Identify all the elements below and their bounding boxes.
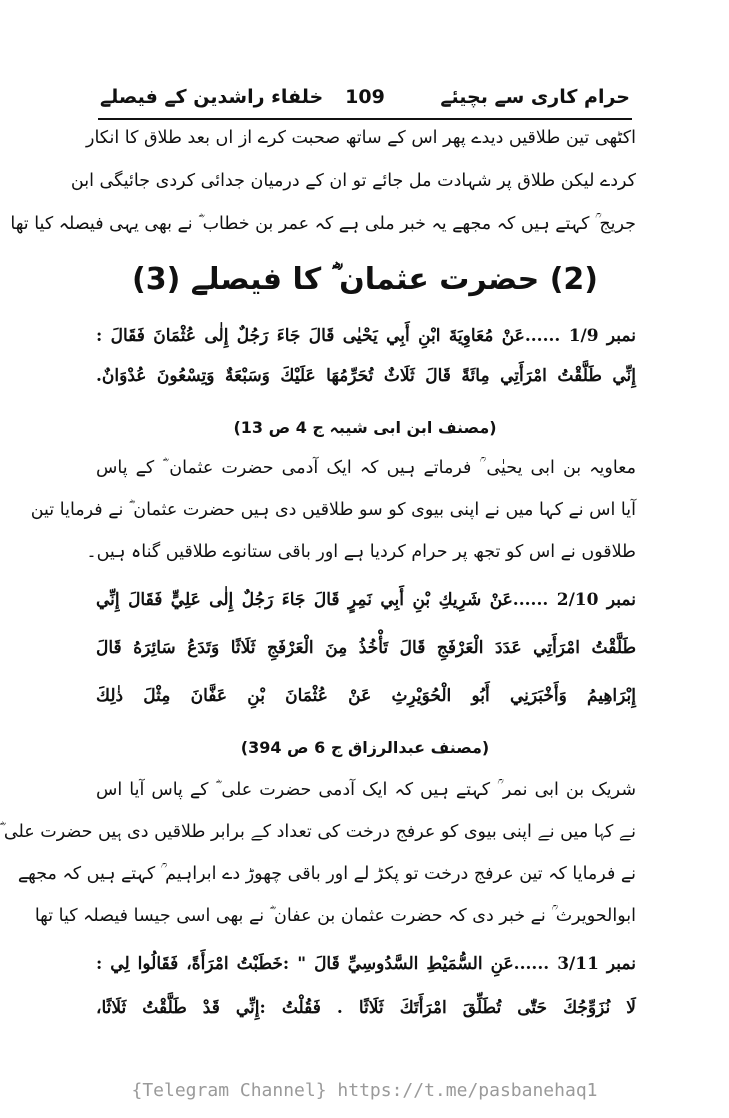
hadith3-arabic-line-2: لَا نُزَوِّجُكَ حَتّٰى تُطَلِّقَ امْرَأَتَكَ ثَلَاثًا . فَقُلْتُ :إِنِّي قَدْ طَلَّقْتُ ثَلَاثًا، xyxy=(96,998,636,1018)
section-heading: (2) حضرت عثمان ؓ کا فیصلے (3) xyxy=(131,262,599,297)
hadith1-translation-line-3: طلاقوں نے اس کو تجھ پر حرام کردیا ہے اور باقی ستانوے طلاقیں گناہ ہیں۔ xyxy=(86,542,636,562)
header-page-number: 109 xyxy=(345,86,385,108)
paragraph1-line-2: کردے لیکن طلاق پر شہادت مل جائے تو ان کے درمیان جدائی کردی جائیگی ابن xyxy=(70,171,636,191)
header-chapter-title: حرام کاری سے بچیئے xyxy=(440,86,630,108)
paragraph1-line-3: جریج ؒ کہتے ہیں کہ مجھے یہ خبر ملی ہے کہ عمر بن خطاب ؓ نے بھی یہی فیصلہ کیا تھا xyxy=(10,214,636,234)
hadith1-reference: (مصنف ابن ابی شیبہ ج 4 ص 13) xyxy=(233,418,497,437)
hadith3-arabic-line-1: نمبر 3/11 ......عَنِ السُّمَيْطِ السَّدُوسِيِّ قَالَ " :خَطَبْتُ امْرَأَةً، فَقَالُوا لِي : xyxy=(96,954,636,974)
hadith1-arabic-line-2: إِنِّي طَلَّقْتُ امْرَأَتِي مِائَةً قَالَ ثَلَاثٌ تُحَرِّمُهَا عَلَيْكَ وَسَبْعَةٌ وَتِسْعُونَ عُدْوَانٌ. xyxy=(96,366,636,386)
hadith2-arabic-line-3: إِبْرَاهِيمُ وَأَخْبَرَنِي أَبُو الْحُوَيْرِثِ عَنْ عُثْمَانَ بْنِ عَفَّانَ مِثْلَ ذٰلِكَ xyxy=(96,686,636,706)
hadith2-translation-line-4: ابوالحویرث ؒ نے خبر دی کہ حضرت عثمان بن عفان ؓ نے بھی اسی جیسا فیصلہ کیا تھا xyxy=(34,906,636,926)
header-divider xyxy=(98,118,632,120)
hadith2-arabic-line-2: طَلَّقْتُ امْرَأَتِي عَدَدَ الْعَرْفَجِ قَالَ تَأْخُذُ مِنَ الْعَرْفَجِ ثَلَاثًا وَتَدَعُ سَائِرَهُ قَالَ xyxy=(96,638,636,658)
header-book-section-title: خلفاء راشدین کے فیصلے xyxy=(100,86,324,108)
hadith1-arabic-line-1: نمبر 1/9 ......عَنْ مُعَاوِيَةَ ابْنِ أَبِي يَحْيٰى قَالَ جَاءَ رَجُلٌ إِلٰى عُثْمَانَ فَقَالَ : xyxy=(96,326,636,346)
hadith1-translation-line-1: معاویہ بن ابی یحیٰی ؒ فرماتے ہیں کہ ایک آدمی حضرت عثمان ؓ کے پاس xyxy=(96,458,636,478)
hadith2-translation-line-1: شریک بن ابی نمر ؒ کہتے ہیں کہ ایک آدمی حضرت علی ؓ کے پاس آیا اس xyxy=(96,780,636,800)
hadith2-translation-line-3: نے فرمایا کہ تین عرفج درخت تو پکڑ لے اور باقی چھوڑ دے ابراہیم ؒ کہتے ہیں کہ مجھے xyxy=(17,864,636,884)
hadith2-arabic-line-1: نمبر 2/10 ......عَنْ شَرِيكِ بْنِ أَبِي نَمِرٍ قَالَ جَاءَ رَجُلٌ إِلٰى عَلِيٍّ فَقَالَ إِنِّي xyxy=(96,590,636,610)
hadith2-reference: (مصنف عبدالرزاق ج 6 ص 394) xyxy=(240,738,490,757)
hadith1-translation-line-2: آیا اس نے کہا میں نے اپنی بیوی کو سو طلاقیں دی ہیں حضرت عثمان ؓ نے فرمایا تین xyxy=(30,500,636,520)
paragraph1-line-1: اکٹھی تین طلاقیں دیدے پھر اس کے ساتھ صحبت کرے از اں بعد طلاق کا انکار xyxy=(86,128,636,148)
telegram-channel-watermark: {Telegram Channel} https://t.me/pasbanehaq1 xyxy=(131,1080,598,1101)
page-header xyxy=(100,86,630,116)
hadith2-translation-line-2: نے کہا میں نے اپنی بیوی کو عرفج درخت کی تعداد کے برابر طلاقیں دی ہیں حضرت علی ؓ xyxy=(0,822,636,842)
